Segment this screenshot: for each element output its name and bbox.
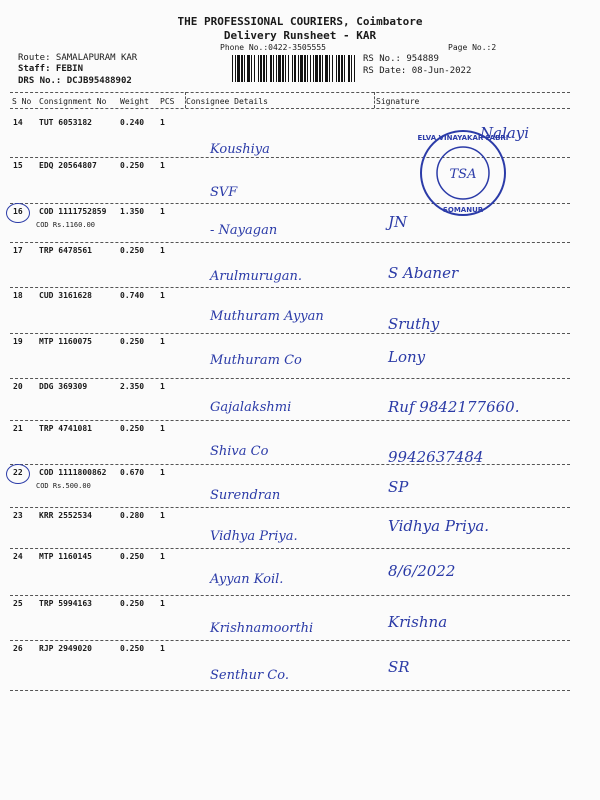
phone-number: Phone No.:0422-3505555: [220, 43, 326, 52]
row-sno: 24: [13, 552, 23, 561]
col-sno: S No: [12, 97, 32, 106]
row-sno: 19: [13, 337, 23, 346]
row-pcs: 1: [160, 599, 165, 608]
row-signature-handwritten: SR: [388, 658, 410, 676]
row-pcs: 1: [160, 246, 165, 255]
company-stamp-icon: [418, 128, 508, 218]
row-signature-handwritten: Ruf 9842177660.: [388, 398, 520, 416]
staff-label: Staff: FEBIN: [18, 64, 84, 74]
row-consignment-no: TRP 6478561: [39, 246, 92, 255]
header-divider-bottom: [10, 108, 570, 109]
row-consignment-no: COD 1111752859: [39, 207, 107, 216]
runsheet-subtitle: Delivery Runsheet - KAR: [223, 29, 377, 42]
row-pcs: 1: [160, 118, 165, 127]
cod-circle-mark: [6, 464, 30, 484]
row-weight: 0.740: [120, 291, 145, 300]
row-signature-handwritten: Sruthy: [388, 315, 440, 333]
row-consignment-no: MTP 1160075: [39, 337, 92, 346]
row-weight: 0.250: [120, 552, 145, 561]
table-row: [10, 333, 570, 378]
row-pcs: 1: [160, 337, 165, 346]
row-consignee-handwritten: Koushiya: [210, 142, 270, 157]
row-sno: 15: [13, 161, 23, 170]
row-consignee-handwritten: - Nayagan: [210, 223, 278, 238]
col-consignment: Consignment No: [39, 97, 107, 106]
row-consignee-handwritten: Vidhya Priya.: [210, 529, 298, 544]
row-weight: 0.250: [120, 246, 145, 255]
column-separator: [185, 92, 186, 108]
table-row: [10, 378, 570, 420]
row-sno: 21: [13, 424, 23, 433]
barcode-icon: [232, 55, 358, 82]
row-sno: 18: [13, 291, 23, 300]
row-pcs: 1: [160, 207, 165, 216]
row-signature-handwritten: JN: [388, 213, 408, 231]
row-signature-handwritten: 9942637484: [388, 448, 484, 466]
row-sno: 25: [13, 599, 23, 608]
row-consignment-no: TRP 5994163: [39, 599, 92, 608]
table-row: [10, 287, 570, 333]
stamp-center: TSA: [449, 167, 477, 182]
row-pcs: 1: [160, 291, 165, 300]
table-row: [10, 464, 570, 507]
table-row: [10, 507, 570, 548]
row-weight: 0.250: [120, 161, 145, 170]
runsheet-title: THE PROFESSIONAL COURIERS, Coimbatore: [177, 15, 423, 28]
table-row: [10, 420, 570, 464]
row-signature-handwritten: 8/6/2022: [388, 562, 456, 580]
row-signature-handwritten: Krishna: [388, 613, 448, 631]
row-signature-handwritten: SP: [388, 478, 409, 496]
row-pcs: 1: [160, 468, 165, 477]
row-pcs: 1: [160, 552, 165, 561]
row-cod-amount: COD Rs.500.00: [36, 482, 91, 490]
table-row: [10, 640, 570, 690]
row-pcs: 1: [160, 511, 165, 520]
row-consignee-handwritten: SVF: [210, 185, 238, 200]
row-consignment-no: RJP 2949020: [39, 644, 92, 653]
row-weight: 0.250: [120, 599, 145, 608]
row-sno: 14: [13, 118, 23, 127]
row-sno: 16: [13, 207, 23, 216]
row-sno: 17: [13, 246, 23, 255]
row-consignment-no: KRR 2552534: [39, 511, 92, 520]
row-consignee-handwritten: Surendran: [210, 488, 281, 503]
row-weight: 0.250: [120, 644, 145, 653]
row-weight: 0.280: [120, 511, 145, 520]
row-signature-handwritten: Lony: [388, 348, 426, 366]
table-row: [10, 242, 570, 287]
row-consignment-no: EDQ 20564807: [39, 161, 97, 170]
row-weight: 2.350: [120, 382, 145, 391]
row-sno: 20: [13, 382, 23, 391]
row-weight: 0.250: [120, 337, 145, 346]
row-consignee-handwritten: Gajalakshmi: [210, 400, 292, 415]
row-sno: 22: [13, 468, 23, 477]
row-consignee-handwritten: Ayyan Koil.: [210, 572, 284, 587]
row-weight: 1.350: [120, 207, 145, 216]
row-consignee-handwritten: Shiva Co: [210, 444, 269, 459]
row-signature-handwritten: S Abaner: [388, 264, 459, 282]
stamp-place: SOMANUR: [442, 206, 484, 214]
drs-number: DRS No.: DCJB95488902: [18, 76, 132, 86]
row-consignment-no: COD 1111800862: [39, 468, 107, 477]
row-cod-amount: COD Rs.1160.00: [36, 221, 96, 229]
column-separator: [374, 92, 375, 108]
row-weight: 0.250: [120, 424, 145, 433]
rs-date: RS Date: 08-Jun-2022: [363, 66, 472, 76]
row-consignee-handwritten: Senthur Co.: [210, 668, 289, 683]
row-signature-handwritten: Vidhya Priya.: [388, 517, 490, 535]
cod-circle-mark: [6, 203, 30, 223]
header-divider-top: [10, 92, 570, 93]
col-signature: Signature: [376, 97, 420, 106]
row-pcs: 1: [160, 382, 165, 391]
page-number: Page No.:2: [448, 43, 497, 52]
table-row: [10, 548, 570, 595]
row-consignee-handwritten: Muthuram Co: [210, 353, 302, 368]
rs-number: RS No.: 954889: [363, 54, 439, 64]
row-consignment-no: MTP 1160145: [39, 552, 92, 561]
row-weight: 0.240: [120, 118, 145, 127]
col-pcs: PCS: [160, 97, 175, 106]
row-consignment-no: CUD 3161628: [39, 291, 92, 300]
table-row: [10, 595, 570, 640]
row-weight: 0.670: [120, 468, 145, 477]
row-pcs: 1: [160, 161, 165, 170]
row-sno: 23: [13, 511, 23, 520]
route-label: Route: SAMALAPURAM KAR: [18, 53, 138, 63]
stamp-name: ELVA VINAYAKAR FABRI: [418, 134, 508, 142]
row-consignee-handwritten: Muthuram Ayyan: [210, 309, 324, 324]
row-pcs: 1: [160, 424, 165, 433]
row-consignee-handwritten: Krishnamoorthi: [210, 621, 314, 636]
row-divider: [10, 690, 570, 691]
row-consignee-handwritten: Arulmurugan.: [210, 269, 302, 284]
row-signature-handwritten: Nalayi: [480, 124, 530, 142]
col-weight: Weight: [120, 97, 149, 106]
row-pcs: 1: [160, 644, 165, 653]
row-consignment-no: DDG 369309: [39, 382, 88, 391]
row-sno: 26: [13, 644, 23, 653]
row-consignment-no: TUT 6053182: [39, 118, 92, 127]
col-consignee: Consignee Details: [186, 97, 268, 106]
row-consignment-no: TRP 4741081: [39, 424, 92, 433]
